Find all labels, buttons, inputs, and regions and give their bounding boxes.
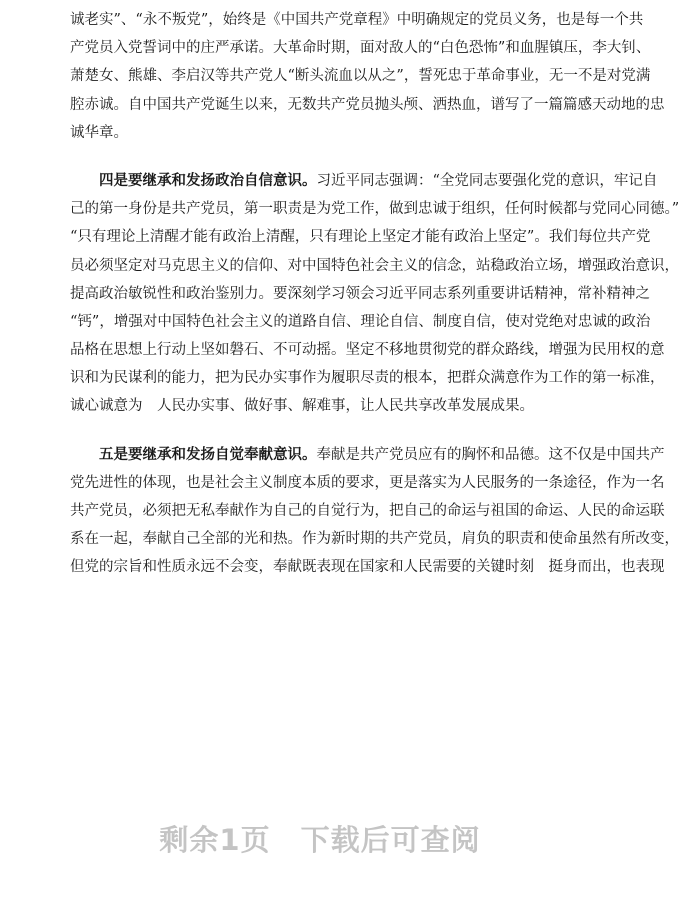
text-line: “只有理论上清醒才能有政治上清醒，只有理论上坚定才能有政治上坚定”。我们每位共产党 [70, 229, 651, 246]
paragraph-gap [70, 147, 618, 167]
document-page [70, 6, 679, 582]
text-line: 萧楚女、熊雄、李启汉等共产党人“断头流血以从之”，誓死忠于革命事业，无一不是对党满 [70, 68, 651, 85]
text-line: 员必须坚定对马克思主义的信仰、对中国特色社会主义的信念，站稳政治立场，增强政治意识， [70, 257, 679, 274]
section-heading-5: 五是要继承和发扬自觉奉献意识。 [99, 445, 317, 463]
text-line: 提高政治敏锐性和政治鉴别力。要深刻学习领会习近平同志系列重要讲话精神，常补精神之 [70, 285, 650, 302]
text-line: 诚华章。 [70, 124, 128, 141]
text-line [70, 441, 665, 469]
text-line: 但党的宗旨和性质永远不会变，奉献既表现在国家和人民需要的关键时刻 挺身而出，也表现 [70, 559, 665, 576]
paragraph-4 [70, 167, 679, 421]
paragraph-5 [70, 441, 679, 582]
paragraph-gap [70, 421, 618, 441]
text-line: 党先进性的体现，也是社会主义制度本质的要求，更是落实为人民服务的一条途径，作为一名 [70, 474, 665, 491]
text-line: 诚老实”、“永不叛党”，始终是《中国共产党章程》中明确规定的党员义务，也是每一个共 [70, 12, 644, 28]
text-line: 己的第一身份是共产党员，第一职责是为党工作，做到忠诚于组织，任何时候都与党同心同德。” [70, 201, 679, 218]
text-line: 系在一起，奉献自己全部的光和热。作为新时期的共产党员，肩负的职责和使命虽然有所改变， [70, 531, 679, 548]
text-line: 诚心诚意为 人民办实事、做好事、解难事，让人民共享改革发展成果。 [70, 398, 534, 415]
text-span: 奉献是共产党员应有的胸怀和品德。这不仅是中国共产 [316, 446, 665, 463]
text-line: 产党员入党誓词中的庄严承诺。大革命时期，面对敌人的“白色恐怖”和血腥镇压，李大钊、 [70, 40, 651, 57]
remaining-pages-notice: 剩余1页 下载后可查阅 [159, 823, 481, 857]
text-line: 识和为民谋利的能力，把为民办实事作为履职尽责的根本，把群众满意作为工作的第一标准， [70, 370, 665, 387]
paragraph-3 [70, 6, 665, 147]
text-span: 习近平同志强调：“全党同志要强化党的意识，牢记自 [316, 172, 658, 189]
section-heading-4: 四是要继承和发扬政治自信意识。 [99, 171, 317, 189]
text-line [70, 167, 658, 195]
text-line: 腔赤诚。自中国共产党诞生以来，无数共产党员抛头颅、洒热血，谱写了一篇篇感天动地的忠 [70, 96, 665, 113]
text-line: 品格在思想上行动上坚如磐石、不可动摇。坚定不移地贯彻党的群众路线，增强为民用权的意 [70, 342, 665, 359]
text-line: “钙”，增强对中国特色社会主义的道路自信、理论自信、制度自信，使对党绝对忠诚的政治 [70, 313, 651, 330]
text-line: 共产党员，必须把无私奉献作为自己的自觉行为，把自己的命运与祖国的命运、人民的命运联 [70, 503, 665, 519]
